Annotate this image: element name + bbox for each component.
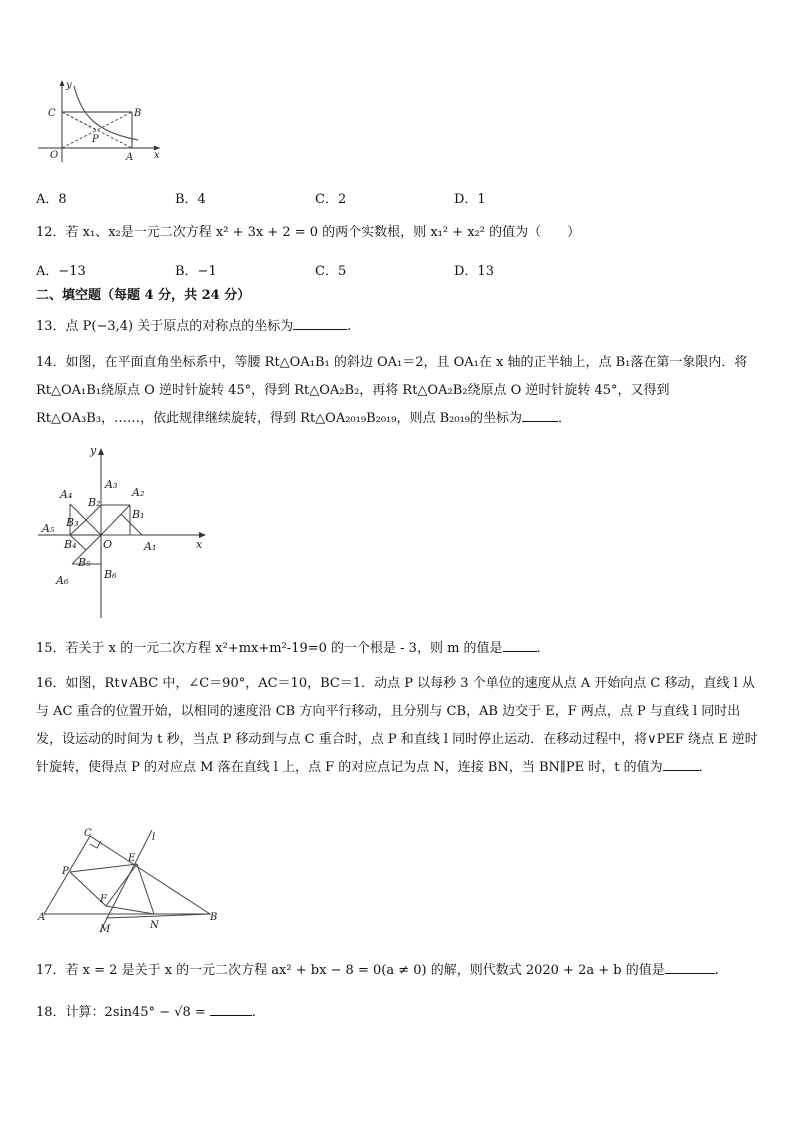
fig16-E: E: [128, 853, 136, 864]
q17-answer-blank[interactable]: [665, 973, 715, 974]
q17-text: 17．若 x = 2 是关于 x 的一元二次方程 ax² + bx − 8 = 0(a ≠ 0) 的解，则代数式 2020 + 2a + b 的值是: [36, 963, 665, 978]
fig11-B: B: [134, 108, 142, 119]
q18-end: .: [251, 1005, 256, 1020]
q16-figure: [34, 828, 224, 938]
fig16-A: A: [38, 912, 46, 923]
fig11-x: x: [154, 150, 160, 161]
q16-end: ．: [698, 760, 712, 775]
fig14-O: O: [103, 538, 113, 551]
fig16-C: C: [84, 828, 92, 839]
fig14-A1: A₁: [144, 540, 157, 553]
q18-question: [36, 1004, 256, 1022]
q14-end: ．: [558, 411, 572, 426]
fig16-N: N: [150, 920, 159, 931]
fig11-P: P: [92, 134, 99, 145]
fig14-A4: A₄: [60, 488, 73, 501]
fig16-l: l: [152, 832, 156, 843]
fig14-A3: A₃: [105, 478, 118, 491]
q16-text: 16．如图，Rt∨ABC 中，∠C＝90°，AC＝10，BC＝1．动点 P 以每秒 3 个单位的速度从点 A 开始向点 C 移动，直线 l 从与 AC 重合的位置开始，以相同的速度沿 CB 方向平行移动，且分别与 CB，AB 边交于 E，F 两点，点 P 与直线 l 同时出发，设运动的时间为 t 秒，当点 P 移动到与点 C 重合时，点 P 和直线 l 同时停止运动．在移动过程中，将∨PEF 绕点 E 逆时针旋转，使得点 P 的对应点 M 落在直线 l 上，点 F 的对应点记为点 N，连接 BN，当 BN∥PE 时，t 的值为: [36, 676, 758, 775]
section-title: 二、填空题（每题 4 分，共 24 分）: [36, 288, 251, 303]
q12-option-c: C．5: [315, 264, 347, 279]
fig14-B2: B₂: [88, 496, 101, 509]
q15-question: [36, 640, 541, 658]
q15-end: .: [536, 641, 541, 656]
q13-text: 13．点 P(−3,4) 关于原点的对称点的坐标为: [36, 319, 294, 334]
q17-end: .: [714, 963, 719, 978]
q16-answer-blank[interactable]: [663, 770, 699, 771]
q17-question: [36, 962, 719, 980]
q11-figure: [34, 76, 164, 166]
fig14-B6: B₆: [104, 568, 117, 581]
q12-option-b: B．−1: [175, 264, 217, 279]
q13-answer-blank[interactable]: [293, 329, 347, 330]
q16-question: [36, 670, 758, 782]
q11-option-c: C．2: [315, 192, 347, 207]
q12-option-a: A．−13: [36, 264, 86, 279]
fig14-B3: B₃: [66, 516, 79, 529]
fig14-A6: A₆: [56, 574, 69, 587]
q18-text: 18．计算：2sin45° − √8 =: [36, 1005, 206, 1020]
q14-figure: [36, 444, 216, 620]
fig14-y: y: [90, 444, 97, 457]
q11-option-b: B．4: [175, 192, 206, 207]
fig16-F: F: [100, 894, 107, 905]
fig14-A5: A₅: [42, 522, 55, 535]
q12-question: 12．若 x₁、x₂是一元二次方程 x² + 3x + 2 = 0 的两个实数根，则 x₁² + x₂² 的值为（ ）: [36, 225, 581, 240]
q11-option-a: A．8: [36, 192, 67, 207]
fig14-x: x: [196, 538, 203, 551]
q14-text: 14．如图，在平面直角坐标系中，等腰 Rt△OA₁B₁ 的斜边 OA₁＝2，且 OA₁在 x 轴的正半轴上，点 B₁落在第一象限内．将 Rt△OA₁B₁绕原点 O 逆时针旋转 45°，得到 Rt△OA₂B₂，再将 Rt△OA₂B₂绕原点 O 逆时针旋转 45°，又得到 Rt△OA₃B₃，……，依此规律继续旋转，得到 Rt△OA₂₀₁₉B₂₀₁₉，则点 B₂₀₁₉的坐标为: [36, 355, 748, 426]
q18-answer-blank[interactable]: [210, 1015, 252, 1016]
fig16-B: B: [210, 912, 218, 923]
q15-answer-blank[interactable]: [503, 651, 537, 652]
fig16-M: M: [100, 924, 111, 935]
q14-answer-blank[interactable]: [522, 421, 558, 422]
q13-end: .: [347, 319, 352, 334]
fig14-B4: B₄: [64, 538, 77, 551]
fig11-y: y: [66, 80, 72, 91]
fig11-O: O: [50, 150, 59, 161]
fig11-A: A: [126, 152, 134, 163]
fig14-B5: B₅: [78, 556, 91, 569]
fig11-C: C: [48, 108, 56, 119]
fig14-A2: A₂: [132, 486, 145, 499]
fig14-B1: B₁: [132, 508, 145, 521]
q12-option-d: D．13: [454, 264, 494, 279]
q13-question: [36, 318, 351, 336]
q15-text: 15．若关于 x 的一元二次方程 x²+mx+m²-19=0 的一个根是 - 3，则 m 的值是: [36, 641, 503, 656]
q14-question: [36, 349, 758, 433]
fig16-P: P: [62, 866, 69, 877]
q11-option-d: D．1: [454, 192, 486, 207]
